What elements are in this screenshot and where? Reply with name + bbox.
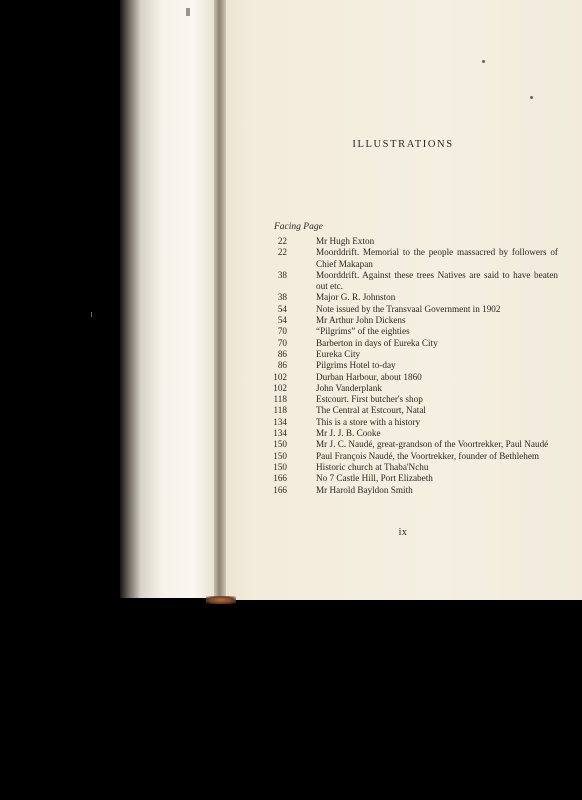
list-item [262, 304, 558, 315]
illustration-caption: Mr J. C. Naudé, great-grandson of the Voortrekker, Paul Naudé [316, 439, 549, 450]
list-item [262, 270, 558, 293]
illustration-caption: The Central at Estcourt, Natal [316, 405, 426, 416]
list-item [262, 417, 558, 428]
page-number: ix [398, 527, 408, 538]
illustration-caption: Mr J. J. B. Cooke [316, 428, 381, 439]
left-page-mark [186, 8, 190, 16]
list-item [262, 292, 558, 303]
facing-page-number: 86 [277, 348, 287, 359]
list-item [262, 326, 558, 337]
facing-page-number: 134 [273, 416, 287, 427]
illustration-list [262, 236, 558, 496]
illustration-caption: Durban Harbour, about 1860 [316, 371, 422, 382]
list-item [262, 247, 558, 270]
facing-page-number: 86 [277, 360, 287, 371]
facing-page-number: 150 [273, 439, 287, 450]
illustration-caption: Eureka City [316, 348, 361, 359]
facing-page-number: 118 [273, 394, 287, 405]
list-item [262, 349, 558, 360]
illustration-caption: Major G. R. Johnston [316, 292, 396, 303]
facing-page-number: 38 [277, 269, 287, 280]
illustration-caption: No 7 Castle Hill, Port Elizabeth [316, 473, 433, 484]
facing-page-heading: Facing Page [274, 222, 323, 232]
facing-page-number: 22 [277, 247, 287, 258]
illustration-caption: Moorddrift. Against these trees Natives are said to have beaten out etc. [316, 269, 558, 292]
page-gutter [214, 0, 226, 600]
list-item [262, 485, 558, 496]
illustration-caption: Estcourt. First butcher's shop [316, 394, 423, 405]
illustration-caption: Mr Arthur John Dickens [316, 315, 406, 326]
illustration-caption: This is a store with a history [316, 416, 421, 427]
list-item [262, 462, 558, 473]
page-corner-shadow [206, 596, 236, 604]
illustration-caption: Mr Hugh Exton [316, 236, 375, 246]
facing-page-number: 38 [277, 292, 287, 303]
facing-page-number: 54 [277, 315, 287, 326]
list-item [262, 360, 558, 371]
illustration-caption: Note issued by the Transvaal Government in 1902 [316, 303, 501, 314]
list-item [262, 383, 558, 394]
facing-page-number: 102 [273, 382, 287, 393]
facing-page-number: 166 [273, 484, 287, 495]
facing-page-number: 118 [273, 405, 287, 416]
list-item [262, 473, 558, 484]
list-item [262, 338, 558, 349]
illustration-caption: Mr Harold Bayldon Smith [316, 484, 413, 495]
illustration-caption: Pilgrims Hotel to-day [316, 360, 396, 371]
facing-page-number: 70 [277, 326, 287, 337]
illustration-caption: Barberton in days of Eureka City [316, 337, 438, 348]
scan-artifact [91, 312, 92, 317]
left-page-edge [120, 0, 224, 598]
page-title: ILLUSTRATIONS [352, 139, 454, 150]
page-speck [482, 60, 485, 63]
list-item [262, 236, 558, 247]
list-item [262, 372, 558, 383]
facing-page-number: 150 [273, 450, 287, 461]
facing-page-number: 166 [273, 473, 287, 484]
list-item [262, 451, 558, 462]
list-item [262, 439, 558, 450]
page-speck [530, 96, 533, 99]
list-item [262, 405, 558, 416]
list-item [262, 315, 558, 326]
list-item [262, 394, 558, 405]
list-item [262, 428, 558, 439]
facing-page-number: 134 [273, 428, 287, 439]
facing-page-number: 70 [277, 337, 287, 348]
facing-page-number: 150 [273, 461, 287, 472]
illustration-caption: Moorddrift. Memorial to the people massacred by followers of Chief Makapan [316, 247, 558, 269]
illustration-caption: John Vanderplank [316, 382, 382, 393]
illustration-caption: Paul François Naudé, the Voortrekker, founder of Bethlehem [316, 450, 540, 461]
facing-page-number: 102 [273, 371, 287, 382]
facing-page-number: 54 [277, 303, 287, 314]
illustration-caption: “Pilgrims” of the eighties [316, 326, 410, 337]
facing-page-number: 22 [277, 236, 287, 246]
illustration-caption: Historic church at Thaba'Nchu [316, 461, 429, 472]
